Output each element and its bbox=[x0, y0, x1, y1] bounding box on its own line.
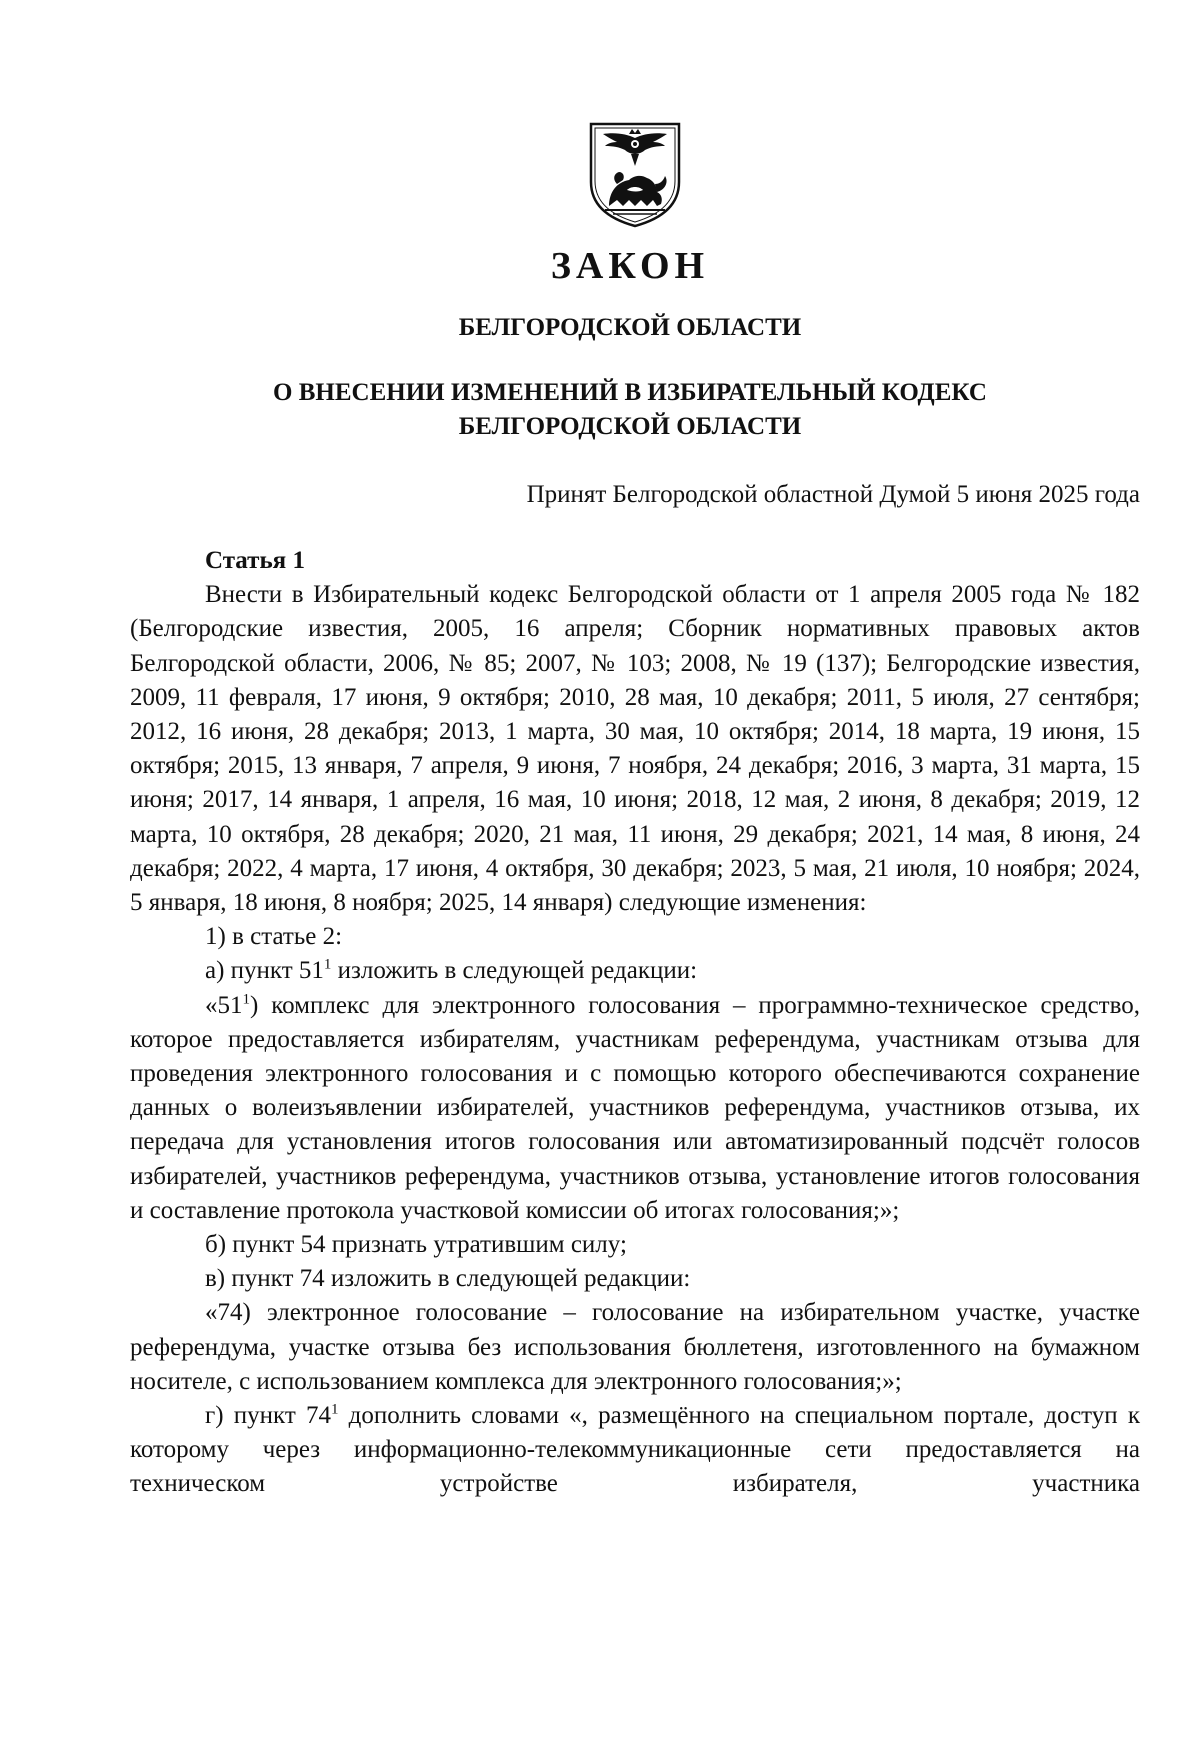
superscript: 1 bbox=[323, 957, 332, 974]
subitem-a bbox=[130, 954, 1140, 988]
subitem-a-text-end: изложить в следующей редакции: bbox=[331, 957, 698, 985]
law-subject-line-2: БЕЛГОРОДСКОЙ ОБЛАСТИ bbox=[458, 413, 802, 440]
subitem-g bbox=[130, 1399, 1140, 1502]
law-subject-line-1: О ВНЕСЕНИИ ИЗМЕНЕНИЙ В ИЗБИРАТЕЛЬНЫЙ КОДЕКС bbox=[273, 379, 987, 406]
quote-74: «74) электронное голосование – голосование на избирательном участке, участке референдума, участке отзыва без использования бюллетеня, изготовленного на бумажном носителе, с использованием комплекса для электронного голосования;»; bbox=[130, 1299, 1140, 1395]
document-type-title: ЗАКОН bbox=[550, 245, 710, 287]
quote-51-1 bbox=[130, 989, 1140, 1228]
belgorod-coat-of-arms-icon bbox=[587, 120, 683, 228]
subitem-b: б) пункт 54 признать утратившим силу; bbox=[205, 1231, 627, 1259]
coat-of-arms-icon bbox=[587, 120, 683, 228]
article-intro-paragraph: Внести в Избирательный кодекс Белгородской области от 1 апреля 2005 года № 182 (Белгородские известия, 2005, 16 апреля; Сборник нормативных правовых актов Белгородской области, 2006, № 85; 2007, № 103; 2008, № 19 (137); Белгородские известия, 2009, 11 февраля, 17 июня, 9 октября; 2010, 28 мая, 10 декабря; 2011, 5 июля, 27 сентября; 2012, 16 июня, 28 декабря; 2013, 1 марта, 30 мая, 10 октября; 2014, 18 марта, 19 июня, 15 октября; 2015, 13 января, 7 апреля, 9 июня, 7 ноября, 24 декабря; 2016, 3 марта, 31 марта, 15 июня; 2017, 14 января, 1 апреля, 16 мая, 10 июня; 2018, 12 мая, 2 июня, 8 декабря; 2019, 12 марта, 10 октября, 28 декабря; 2020, 21 мая, 11 июня, 29 декабря; 2021, 14 мая, 8 июня, 24 декабря; 2022, 4 марта, 17 июня, 4 октября, 30 декабря; 2023, 5 мая, 21 июля, 10 ноября; 2024, 5 января, 18 июня, 8 ноября; 2025, 14 января) следующие изменения: bbox=[130, 581, 1140, 917]
law-subject-title bbox=[0, 376, 1200, 444]
document-body bbox=[130, 544, 1140, 1502]
article-heading: Статья 1 bbox=[205, 547, 305, 574]
adoption-note: Принят Белгородской областной Думой 5 июня 2025 года bbox=[526, 481, 1140, 508]
region-title: БЕЛГОРОДСКОЙ ОБЛАСТИ bbox=[458, 314, 802, 341]
quote-51-1-text: ) комплекс для электронного голосования – программно-техническое средство, которое предоставляется избирателям, участникам референдума, участникам отзыва для проведения электронного голосования и с помощью которого обеспечиваются сохранение данных о волеизъявлении избирателей, участников референдума, участников отзыва, их передача для установления итогов голосования или автоматизированный подсчёт голосов избирателей, участников референдума, участников отзыва, установление итогов голосования и составление протокола участковой комиссии об итогах голосования;»; bbox=[130, 991, 1140, 1224]
superscript: 1 bbox=[330, 1401, 339, 1418]
item-1: 1) в статье 2: bbox=[205, 923, 343, 951]
superscript: 1 bbox=[242, 991, 250, 1008]
subitem-a-text: а) пункт 51 bbox=[205, 957, 324, 985]
quote-51-1-start: «51 bbox=[205, 991, 243, 1019]
subitem-g-text: г) пункт 74 bbox=[205, 1402, 331, 1430]
subitem-g-text-end: дополнить словами «, размещённого на специальном портале, доступ к которому через информационно-телекоммуникационные сети предоставляется на техническом устройстве избирателя, участника bbox=[130, 1402, 1140, 1498]
subitem-v: в) пункт 74 изложить в следующей редакции: bbox=[205, 1265, 691, 1293]
